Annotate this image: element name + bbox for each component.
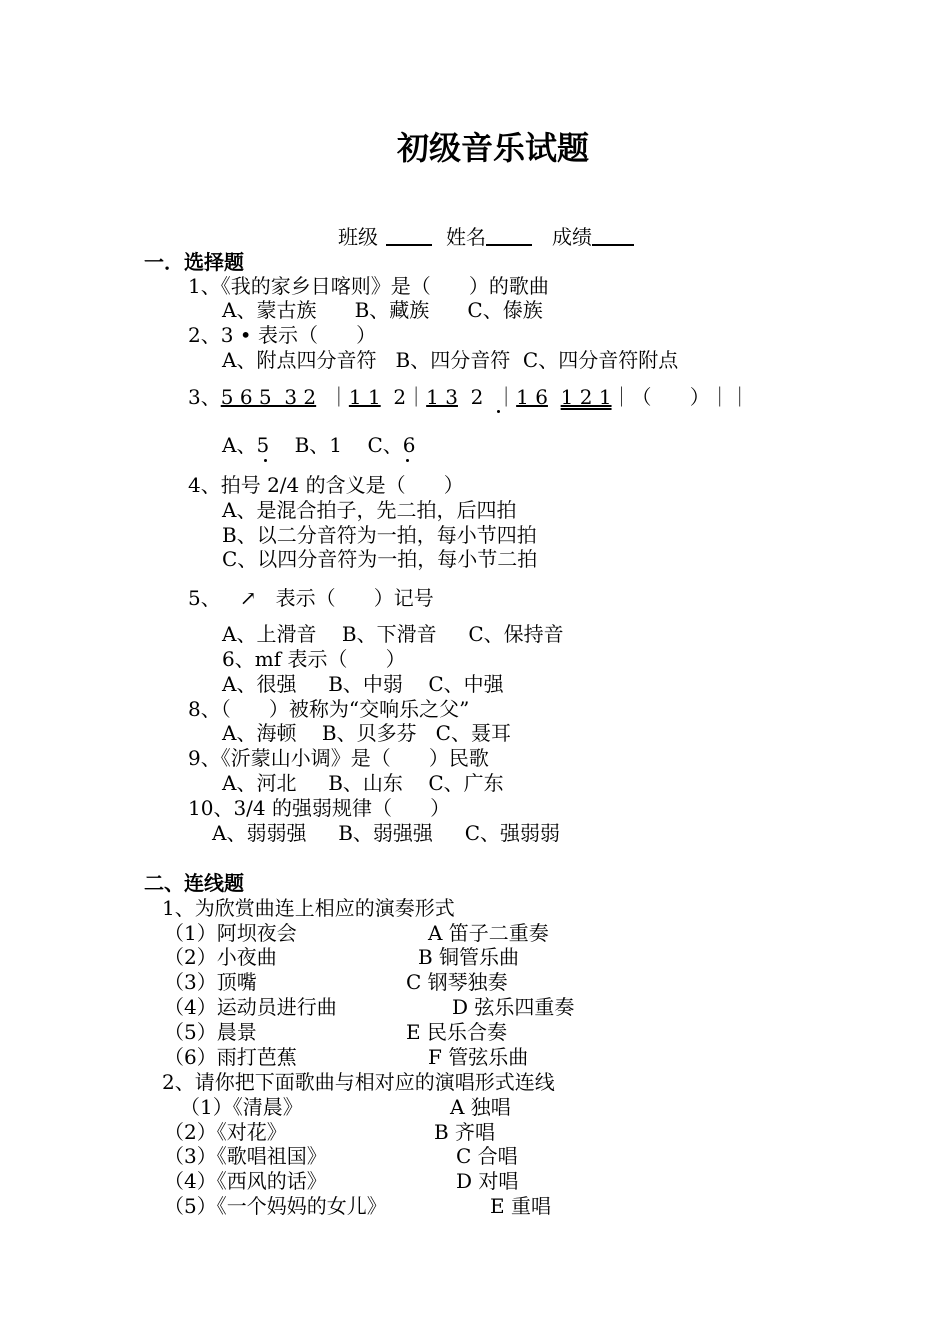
class-label: 班级 [338,225,378,249]
name-label: 姓名 [446,225,486,249]
matching-1-right-item[interactable]: A 笛子二重奏 [428,921,549,945]
question-8: 8、（ ）被称为“交响乐之父” [188,697,470,721]
score-blank[interactable] [592,224,634,246]
question-9-options: A、河北 B、山东 C、广东 [222,771,504,795]
measure-2: 1 1 [348,385,381,409]
question-2: 2、3 • 表示（ ） [188,323,377,347]
barline: ｜ [496,385,517,409]
class-blank[interactable] [386,224,432,246]
barline: ｜ [406,385,427,409]
question-3-options: A、5 B、1 C、6 [222,433,416,457]
measure-1: 5 6 5 3 2 [220,385,317,409]
matching-2-right-item[interactable]: C 合唱 [456,1144,518,1168]
low-octave-dot [264,459,267,462]
matching-1-left-item[interactable]: （3）顶嘴 [164,970,257,994]
matching-1-right-item[interactable]: C 钢琴独奏 [406,970,508,994]
question-3-number: 3、 [188,385,221,409]
matching-1-left-item[interactable]: （4）运动员进行曲 [164,995,337,1019]
question-6: 6、mf 表示（ ） [222,647,406,671]
score-label: 成绩 [552,225,592,249]
question-3-tail: ｜（ ）｜｜ [611,385,750,409]
question-4-option-b: B、以二分音符为一拍，每小节四拍 [222,523,537,547]
low-octave-dot [406,459,409,462]
matching-2-left-item[interactable]: （5）《一个妈妈的女儿》 [164,1194,387,1218]
section1-heading: 一．选择题 [144,250,244,274]
matching-1-right-item[interactable]: B 铜管乐曲 [418,945,520,969]
matching-1-prompt: 1、为欣赏曲连上相应的演奏形式 [162,896,455,920]
question-2-options: A、附点四分音符 B、四分音符 C、四分音符附点 [222,348,679,372]
matching-1-right-item[interactable]: E 民乐合奏 [406,1020,507,1044]
measure-3: 1 3 [426,385,458,409]
question-1-options: A、蒙古族 B、藏族 C、傣族 [222,298,543,322]
matching-1-left-item[interactable]: （6）雨打芭蕉 [164,1045,297,1069]
matching-2-left-item[interactable]: （4）《西风的话》 [164,1169,327,1193]
question-4: 4、拍号 2/4 的含义是（ ） [188,473,464,497]
measure-5: 1 2 1 [560,385,612,409]
question-10: 10、3/4 的强弱规律（ ） [188,796,451,820]
matching-1-left-item[interactable]: （2）小夜曲 [164,945,277,969]
question-3-notation [188,385,750,409]
matching-1-left-item[interactable]: （1）阿坝夜会 [164,921,297,945]
low-octave-dot [497,410,500,413]
page-title: 初级音乐试题 [396,129,589,167]
question-5-options: A、上滑音 B、下滑音 C、保持音 [222,622,564,646]
matching-2-left-item[interactable]: （1）《清晨》 [180,1095,303,1119]
section2-heading: 二、连线题 [144,871,244,895]
matching-2-left-item[interactable]: （2）《对花》 [164,1120,287,1144]
student-info-line [338,224,634,249]
matching-2-prompt: 2、请你把下面歌曲与相对应的演唱形式连线 [162,1070,555,1094]
question-9: 9、《沂蒙山小调》是（ ）民歌 [188,746,489,770]
matching-1-right-item[interactable]: F 管弦乐曲 [428,1045,529,1069]
matching-1-right-item[interactable]: D 弦乐四重奏 [452,995,575,1019]
matching-2-left-item[interactable]: （3）《歌唱祖国》 [164,1144,327,1168]
question-10-options: A、弱弱强 B、弱强强 C、强弱弱 [212,821,561,845]
name-blank[interactable] [486,224,532,246]
question-1: 1、《我的家乡日喀则》是（ ）的歌曲 [188,274,549,298]
question-5: 5、 ↗ 表示（ ）记号 [188,586,434,610]
matching-2-right-item[interactable]: D 对唱 [456,1169,519,1193]
question-6-options: A、很强 B、中弱 C、中强 [222,672,504,696]
measure-4: 1 6 [516,385,548,409]
matching-2-right-item[interactable]: B 齐唱 [434,1120,496,1144]
measure-3-tail: 2 [457,385,484,409]
measure-2-tail: 2 [380,385,407,409]
matching-2-right-item[interactable]: A 独唱 [450,1095,511,1119]
question-4-option-a: A、是混合拍子，先二拍，后四拍 [222,498,517,522]
matching-1-left-item[interactable]: （5）晨景 [164,1020,257,1044]
question-4-option-c: C、以四分音符为一拍，每小节二拍 [222,547,538,571]
barline: ｜ [328,385,349,409]
matching-2-right-item[interactable]: E 重唱 [490,1194,551,1218]
question-8-options: A、海顿 B、贝多芬 C、聂耳 [222,721,511,745]
